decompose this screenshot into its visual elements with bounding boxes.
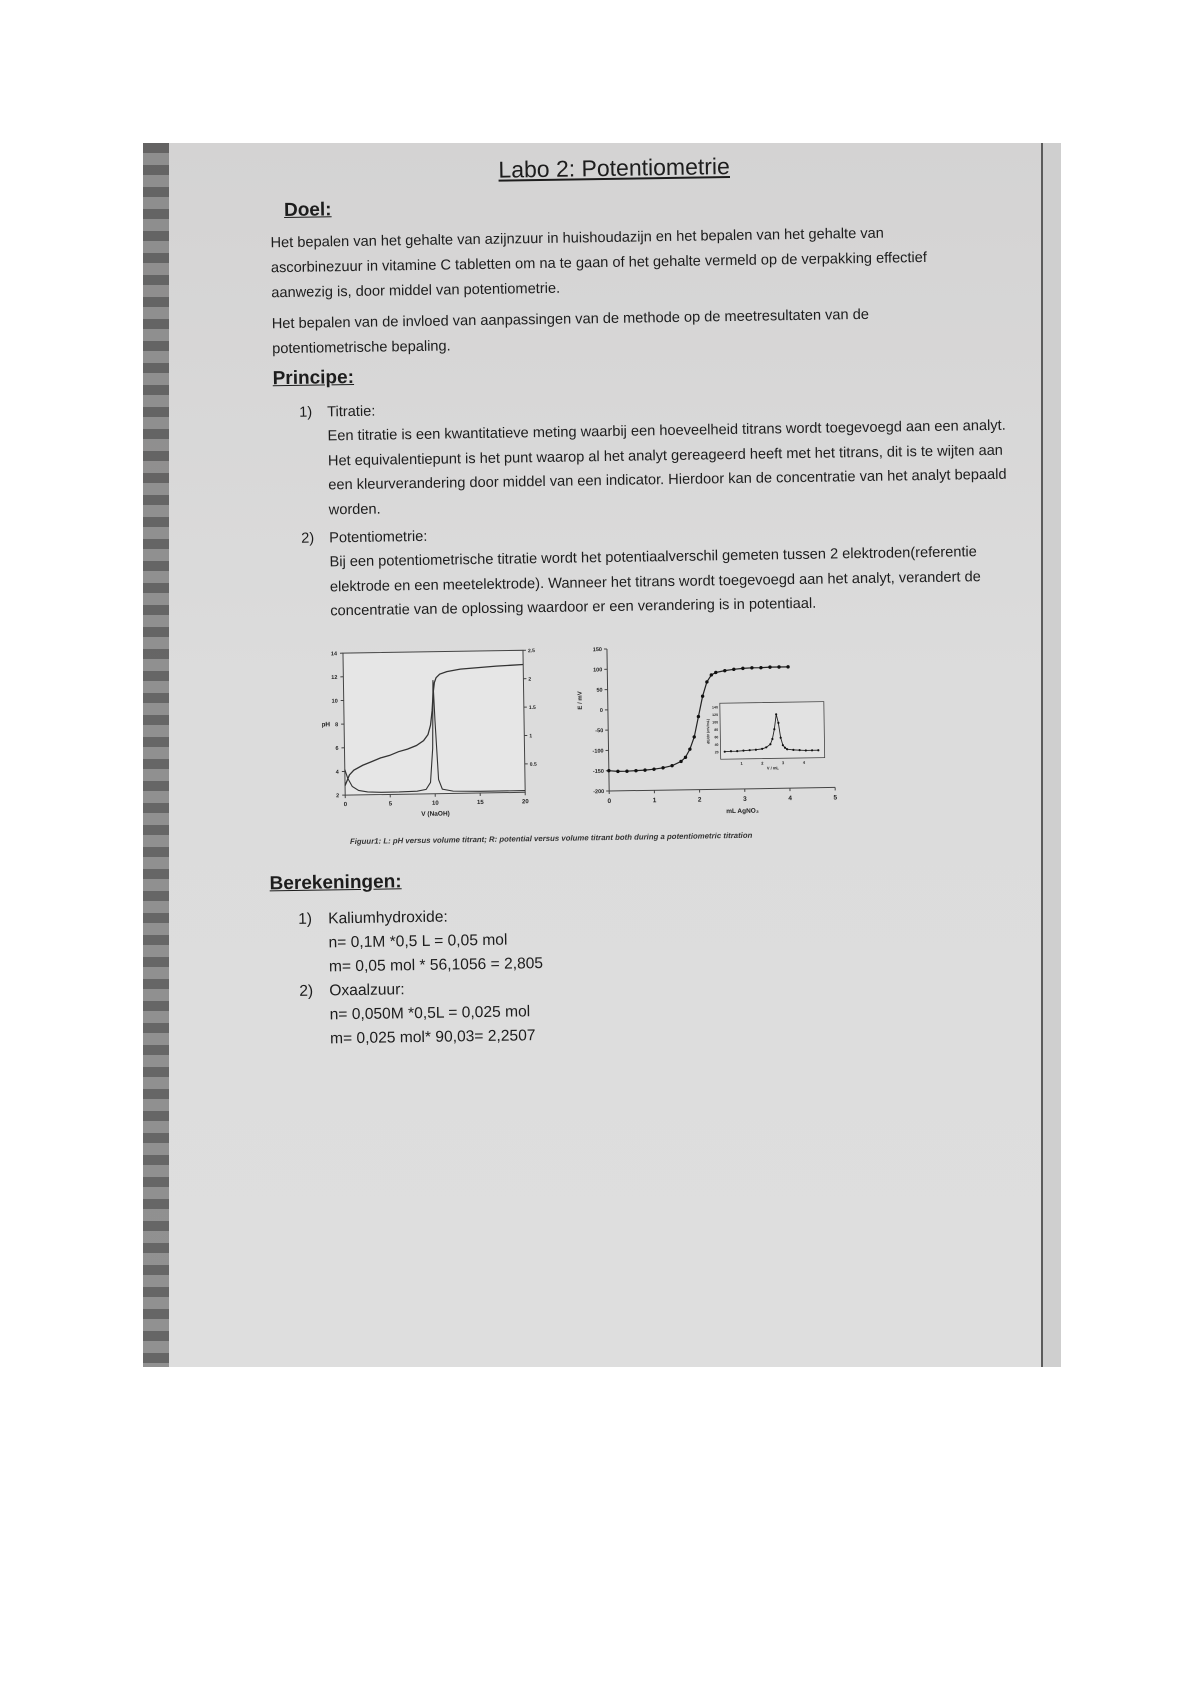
item-label: Titratie:	[327, 403, 376, 421]
y-tick-label: 14	[330, 651, 338, 658]
data-point	[759, 666, 762, 669]
data-point	[607, 769, 610, 772]
x-tick-label: 10	[431, 800, 439, 807]
x-tick-label: 0	[607, 797, 612, 806]
y2-tick-label: 0.5	[529, 761, 537, 768]
y-tick-label: 2	[336, 793, 340, 800]
doel-paragraph-1: Het bepalen van het gehalte van azijnzuur in huishoudazijn en het bepalen van het gehalte van ascorbinezuur in vitamine C tabletten om na te gaan of het gehalte vermeld op de verpakking effectief aanwezig is, door middel van potentiometrie.	[270, 225, 928, 302]
data-point	[768, 665, 771, 668]
document-sheet	[143, 143, 1061, 1367]
x-tick-label: 0	[343, 802, 348, 809]
y-tick-label: -100	[592, 748, 604, 755]
y-tick-label: 50	[596, 687, 603, 694]
berekeningen-heading: Berekeningen:	[269, 871, 402, 895]
data-point	[723, 669, 726, 672]
y-tick-label: 150	[592, 647, 603, 654]
x-tick-label: 1	[652, 797, 657, 805]
inset-y-tick-label: 60	[714, 735, 719, 740]
berekening-item-1	[298, 906, 448, 932]
principe-item-1	[299, 400, 376, 426]
data-point	[741, 667, 744, 670]
figure-caption: Figuur1: L: pH versus volume titrant; R: potential versus volume titrant both during a potentiometric titration	[349, 830, 753, 847]
data-point	[670, 764, 673, 767]
y-axis-label: E / mV	[577, 691, 584, 710]
inset-y-tick-label: 40	[714, 742, 719, 747]
y-tick-label: 100	[593, 667, 603, 674]
inset-y-tick-label: 80	[714, 727, 719, 732]
inset-y-tick-label: 120	[712, 712, 719, 718]
inset-x-tick-label: 4	[802, 759, 806, 765]
data-point	[652, 767, 655, 770]
x-tick-label: 20	[521, 799, 529, 806]
potentiometrie-text: Bij een potentiometrische titratie wordt het potentiaalverschil gemeten tussen 2 elektroden(referentie elektrode en een meetelektrode). Wanneer het titrans wordt toegevoegd aan het analyt, verandert de concentratie van de oplossing waardoor er een verandering is in potentiaal.	[329, 544, 981, 620]
inset-y-tick-label: 140	[712, 705, 718, 710]
calc-line: n= 0,050M *0,5L = 0,025 mol	[329, 1003, 531, 1024]
page-title: Labo 2: Potentiometrie	[498, 153, 731, 183]
inset-x-tick-label: 3	[782, 760, 785, 766]
doel-heading: Doel:	[283, 199, 332, 222]
inset-y-tick-label: 20	[714, 750, 719, 755]
x-tick-label: 2	[697, 796, 702, 804]
calc-line: n= 0,1M *0,5 L = 0,05 mol	[328, 931, 508, 952]
data-point	[625, 770, 628, 773]
y-tick-label: -50	[595, 728, 604, 735]
data-point	[643, 768, 646, 771]
y-tick-label: 8	[335, 722, 339, 729]
x-tick-label: 5	[833, 794, 838, 802]
inset-y-label: dE/dV (mV/mL)	[706, 718, 711, 744]
y-tick-label: 10	[331, 698, 338, 705]
inset-x-tick-label: 2	[761, 760, 764, 766]
x-tick-label: 3	[743, 795, 747, 803]
item-number: 1)	[299, 404, 313, 421]
item-label: Kaliumhydroxide:	[328, 908, 448, 928]
inset-x-label: V / mL	[766, 765, 779, 771]
x-axis-label: mL AgNO₃	[726, 807, 759, 816]
plot-frame	[343, 650, 525, 795]
data-point	[661, 766, 664, 769]
data-point	[697, 715, 700, 718]
y2-tick-label: 2.5	[527, 648, 535, 655]
y-tick-label: 4	[335, 769, 339, 776]
item-number: 2)	[301, 530, 315, 547]
y-axis-label: pH	[321, 721, 331, 729]
data-point	[634, 769, 637, 772]
y-tick-label: -200	[593, 789, 605, 796]
potential-titration-chart	[571, 639, 844, 833]
inset-y-tick-label: 100	[712, 720, 719, 725]
berekening-item-2	[299, 978, 405, 1004]
inset-x-tick-label: 1	[740, 760, 743, 766]
document-photo	[143, 143, 1061, 1367]
y2-tick-label: 2	[528, 676, 532, 683]
calc-line: m= 0,05 mol * 56,1056 = 2,805	[328, 955, 544, 976]
data-point	[732, 668, 735, 671]
x-tick-label: 4	[788, 795, 792, 803]
x-tick-label: 15	[476, 799, 484, 807]
data-point	[777, 665, 780, 668]
data-point	[692, 735, 695, 738]
y-tick-label: 0	[599, 707, 603, 714]
data-point	[616, 770, 619, 773]
doel-paragraph-2: Het bepalen van de invloed van aanpassingen van de methode op de meetresultaten van de potentiometrische bepaling.	[271, 306, 870, 358]
item-number: 1)	[298, 910, 313, 928]
y2-tick-label: 1.5	[528, 704, 536, 712]
item-label: Potentiometrie:	[329, 528, 428, 547]
x-axis-line	[609, 787, 835, 791]
x-tick-label: 5	[388, 801, 393, 808]
principe-heading: Principe:	[272, 366, 355, 390]
data-point	[750, 666, 753, 669]
ph-titration-chart	[321, 644, 554, 838]
titratie-text: Een titratie is een kwantitatieve meting waarbij een hoeveelheid titrans wordt toegevoegd aan een analyt. Het equivalentiepunt is het punt waarop al het analyt gereageerd heeft met het titrans, dit is te wijten aan een kleurverandering door middel van een indicator. Hierdoor kan de concentratie van het analyt bepaald worden.	[327, 417, 1007, 518]
x-axis-label: V (NaOH)	[421, 810, 450, 818]
y-tick-label: 12	[331, 674, 338, 682]
item-number: 2)	[299, 982, 314, 1000]
data-point	[786, 665, 789, 668]
calc-line: m= 0,025 mol* 90,03= 2,2507	[329, 1027, 536, 1048]
data-point	[701, 694, 704, 697]
y2-tick-label: 1	[529, 733, 533, 740]
y-tick-label: -150	[592, 768, 604, 775]
item-label: Oxaalzuur:	[329, 981, 405, 1000]
y-tick-label: 6	[335, 745, 339, 752]
principe-item-2	[301, 525, 428, 552]
